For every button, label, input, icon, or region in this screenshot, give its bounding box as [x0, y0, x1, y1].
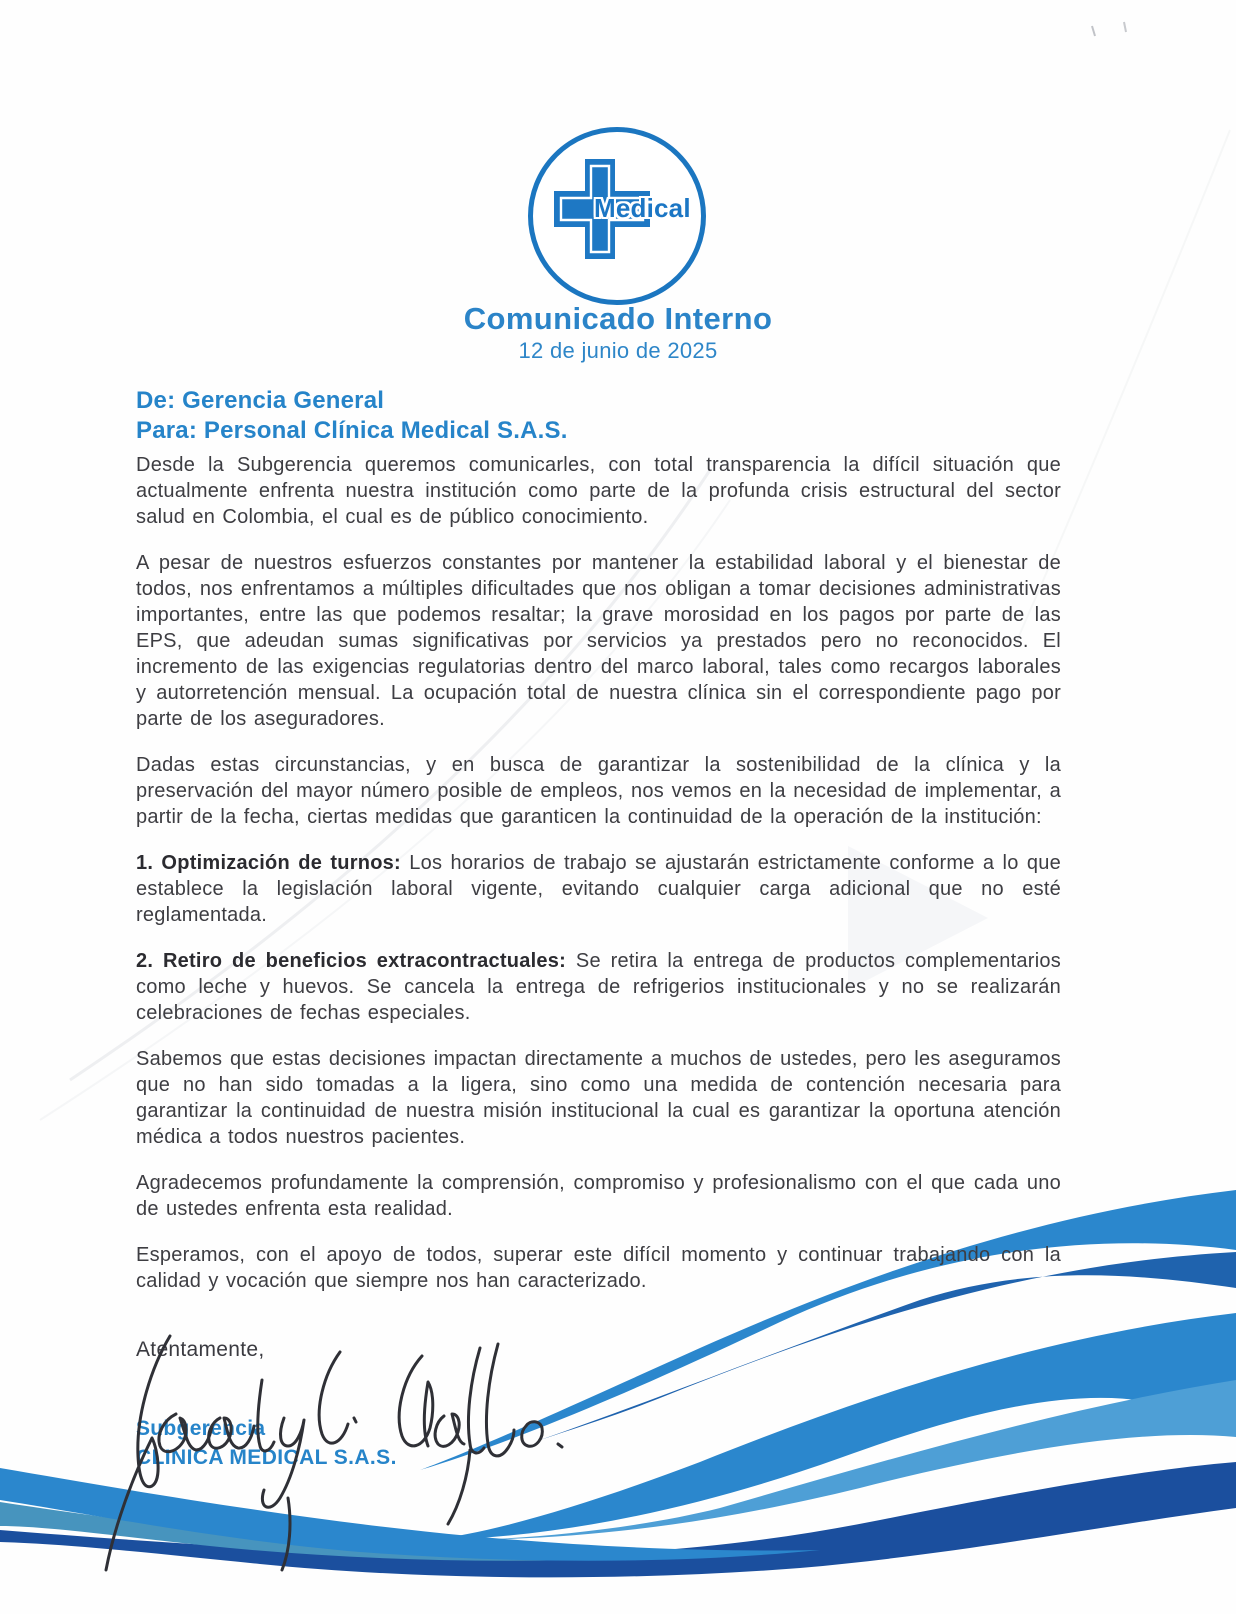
from-line: De: Gerencia General: [136, 387, 385, 414]
body-list-item-1: [136, 850, 1061, 928]
handwritten-signature: [92, 1318, 572, 1588]
body-paragraph-6: Sabemos que estas decisiones impactan directamente a muchos de ustedes, pero les aseguramos que no han sido tomadas a la ligera, sino como una medida de contención necesaria para garantizar la continuidad de nuestra misión institucional la cual es garantizar la oportuna atención médica a todos nuestros pacientes.: [136, 1048, 1061, 1148]
list-item-1-text: Los horarios de trabajo se ajustarán estrictamente conforme a lo que establece la legislación laboral vigente, evitando cualquier carga adicional que no esté reglamentada.: [136, 852, 1061, 926]
body-paragraph-1: Desde la Subgerencia queremos comunicarles, con total transparencia la difícil situación que actualmente enfrenta nuestra institución como parte de la profunda crisis estructural del sector salud en Colombia, el cual es de público conocimiento.: [136, 454, 1061, 528]
list-item-1-label: 1. Optimización de turnos:: [136, 852, 401, 874]
list-item-2-text: Se retira la entrega de productos complementarios como leche y huevos. Se cancela la entrega de refrigerios institucionales y no se realizarán celebraciones de fechas especiales.: [136, 950, 1062, 1024]
closing-line: Atentamente,: [136, 1338, 265, 1361]
signatory-role: Subgerencia: [136, 1417, 266, 1440]
logo-brand-text: Medical: [594, 193, 691, 223]
body-paragraph-7: Agradecemos profundamente la comprensión, compromiso y profesionalismo con el que cada uno de ustedes enfrenta esta realidad.: [136, 1172, 1061, 1220]
to-line: Para: Personal Clínica Medical S.A.S.: [136, 417, 568, 444]
letter-body: [136, 452, 1061, 1294]
clinic-logo: [528, 127, 704, 303]
body-list-item-2: [136, 948, 1061, 1026]
list-item-2-label: 2. Retiro de beneficios extracontractuales:: [136, 950, 567, 972]
document-title: Comunicado Interno: [463, 301, 773, 336]
document-date: 12 de junio de 2025: [518, 338, 718, 363]
recipients-block: [136, 386, 568, 446]
signatory-company: CLINICA MEDICAL S.A.S.: [136, 1446, 397, 1469]
body-paragraph-2: A pesar de nuestros esfuerzos constantes por mantener la estabilidad laboral y el bienestar de todos, nos enfrentamos a múltiples dificultades que nos obligan a tomar decisiones administrativas importantes, entre las que podemos resaltar; la grave morosidad en los pagos por parte de las EPS, que adeudan sumas significativas por servicios ya prestados pero no reconocidos. El incremento de las exigencias regulatorias dentro del marco laboral, tales como recargos laborales y autorretención mensual. La ocupación total de nuestra clínica sin el correspondiente pago por parte de los aseguradores.: [136, 552, 1061, 730]
body-paragraph-3: Dadas estas circunstancias, y en busca de garantizar la sostenibilidad de la clínica y la preservación del mayor número posible de empleos, nos vemos en la necesidad de implementar, a partir de la fecha, ciertas medidas que garanticen la continuidad de la operación de la institución:: [136, 754, 1061, 828]
body-paragraph-8: Esperamos, con el apoyo de todos, superar este difícil momento y continuar trabajando con la calidad y vocación que siempre nos han caracterizado.: [136, 1244, 1061, 1292]
